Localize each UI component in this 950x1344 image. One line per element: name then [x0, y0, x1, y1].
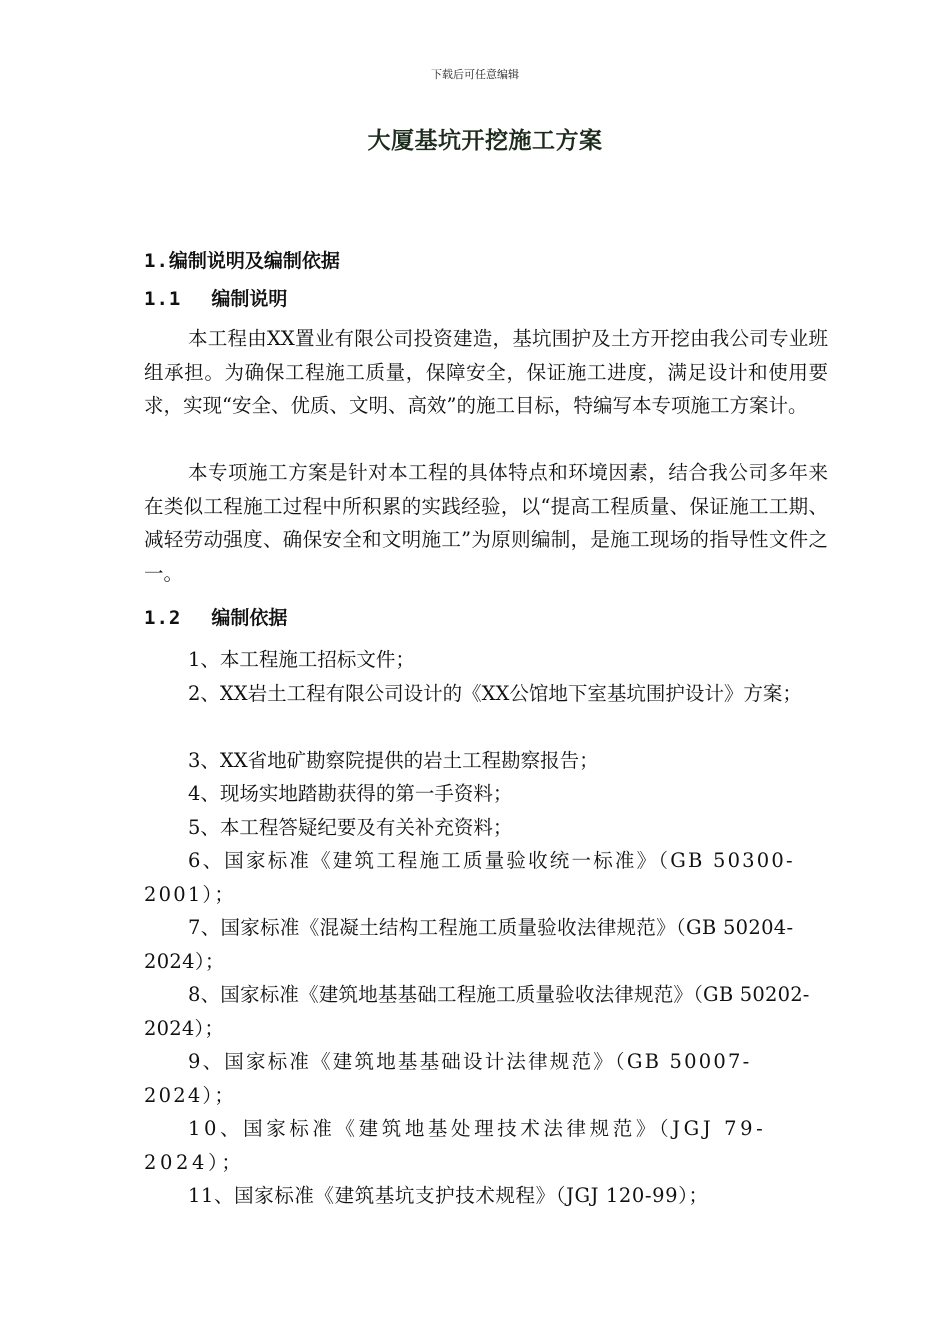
basis-item-1: 1、本工程施工招标文件； [188, 648, 415, 671]
basis-item-5: 5、本工程答疑纪要及有关补充资料； [188, 816, 513, 839]
section-1-heading [144, 246, 340, 273]
section-1-2-title: 编制依据 [211, 607, 288, 629]
section-1-1-number: 1.1 [144, 288, 182, 310]
basis-item-4: 4、现场实地踏勘获得的第一手资料； [188, 782, 513, 805]
section-1-title: 编制说明及编制依据 [168, 250, 340, 272]
basis-item-3: 3、XX省地矿勘察院提供的岩土工程勘察报告； [188, 749, 599, 772]
section-1-1-heading [144, 284, 287, 311]
header-note: 下载后可任意编辑 [431, 68, 519, 81]
section-1-1-paragraph-1: 本工程由XX置业有限公司投资建造，基坑围护及土方开挖由我公司专业班组承担。为确保工程施工质量，保障安全，保证施工进度，满足设计和使用要求，实现“安全、优质、文明、高效”的施工目标，特编写本专项施工方案计。 [144, 327, 828, 417]
basis-item-8: 8、国家标准《建筑地基基础工程施工质量验收法律规范》（GB 50202-2024）； [144, 983, 810, 1040]
basis-item-6: 6、国家标准《建筑工程施工质量验收统一标准》（GB 50300-2001）； [144, 849, 795, 906]
section-1-1-paragraph-2: 本专项施工方案是针对本工程的具体特点和环境因素，结合我公司多年来在类似工程施工过程中所积累的实践经验，以“提高工程质量、保证施工工期、减轻劳动强度、确保安全和文明施工”为原则编制，是施工现场的指导性文件之一。 [144, 461, 828, 585]
section-1-number: 1. [144, 250, 169, 272]
basis-item-7: 7、国家标准《混凝土结构工程施工质量验收法律规范》（GB 50204-2024）； [144, 916, 794, 973]
basis-item-11: 11、国家标准《建筑基坑支护技术规程》（JGJ 120-99）； [188, 1184, 709, 1207]
section-1-2-heading [144, 603, 287, 630]
document-title: 大厦基坑开挖施工方案 [367, 128, 603, 154]
basis-item-10: 10、国家标准《建筑地基处理技术法律规范》（JGJ 79-2024）； [144, 1117, 767, 1174]
section-1-2-number: 1.2 [144, 607, 182, 629]
section-1-1-title: 编制说明 [211, 288, 288, 310]
basis-item-9: 9、国家标准《建筑地基基础设计法律规范》（GB 50007-2024）； [144, 1050, 752, 1107]
basis-item-2: 2、XX岩土工程有限公司设计的《XX公馆地下室基坑围护设计》方案； [188, 682, 802, 705]
